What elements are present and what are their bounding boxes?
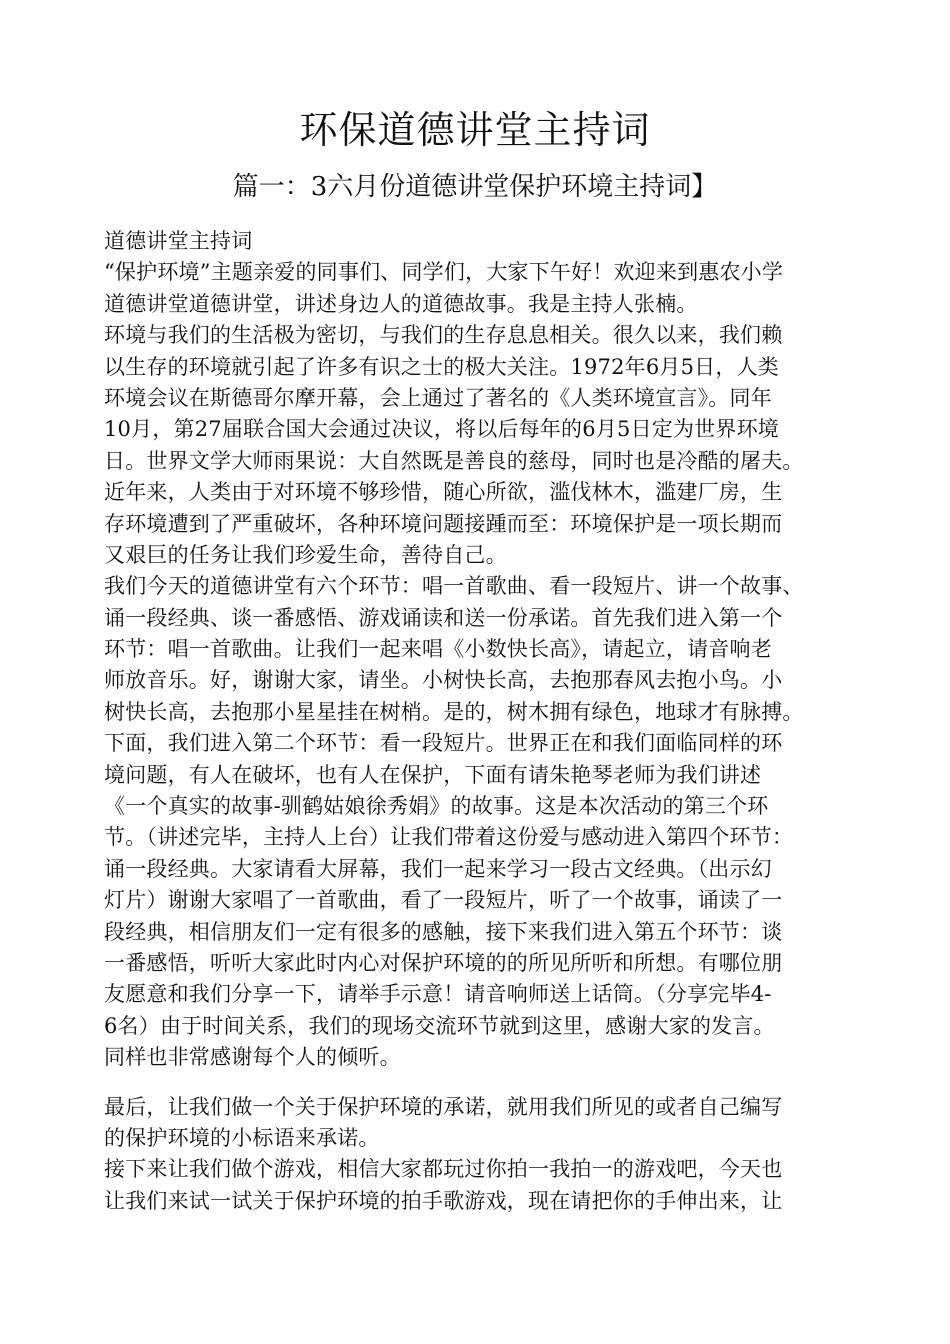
text-line: 诵一段经典、谈一番感悟、游戏诵读和送一份承诺。首先我们进入第一个 [104, 605, 783, 630]
paragraph-gap [104, 1074, 874, 1092]
text-line: 环境会议在斯德哥尔摩开幕，会上通过了著名的《人类环境宣言》。同年 [104, 385, 772, 410]
text-line: 6名）由于时间关系，我们的现场交流环节就到这里，感谢大家的发言。 [104, 1013, 775, 1038]
text-line: 让我们来试一试关于保护环境的拍手歌游戏，现在请把你的手伸出来，让 [104, 1188, 783, 1213]
text-line: 灯片）谢谢大家唱了一首歌曲，看了一段短片，听了一个故事，诵读了一 [104, 888, 783, 913]
text-line: 《一个真实的故事-驯鹤姑娘徐秀娟》的故事。这是本次活动的第三个环 [104, 794, 769, 819]
text-line: 日。世界文学大师雨果说：大自然既是善良的慈母，同时也是冷酷的屠夫。 [104, 448, 804, 473]
document-body [104, 226, 874, 1217]
text-line: 境问题，有人在破坏，也有人在保护，下面有请朱艳琴老师为我们讲述 [104, 762, 762, 787]
text-line: 道德讲堂主持词 [104, 229, 253, 253]
text-line: 道德讲堂道德讲堂，讲述身边人的道德故事。我是主持人张楠。 [104, 291, 698, 316]
text-line: 环境与我们的生活极为密切，与我们的生存息息相关。很久以来，我们赖 [104, 323, 783, 348]
text-line: 诵一段经典。大家请看大屏幕，我们一起来学习一段古文经典。（出示幻 [104, 856, 772, 881]
text-line: 以生存的环境就引起了许多有识之士的极大关注。1972年6月5日，人类 [104, 354, 779, 379]
text-line: 友愿意和我们分享一下，请举手示意！请音响师送上话筒。（分享完毕4- [104, 982, 772, 1007]
text-line: 环节：唱一首歌曲。让我们一起来唱《小数快长高》，请起立，请音响老 [104, 637, 772, 662]
text-line: 一番感悟，听听大家此时内心对保护环境的的所见所听和所想。有哪位朋 [104, 950, 783, 975]
text-line: 段经典，相信朋友们一定有很多的感触，接下来我们进入第五个环节：谈 [104, 919, 783, 944]
text-line: 树快长高，去抱那小星星挂在树梢。是的，树木拥有绿色，地球才有脉搏。 [104, 699, 804, 724]
text-line: 节。（讲述完毕，主持人上台）让我们带着这份爱与感动进入第四个环节： [104, 825, 794, 850]
text-line: 最后，让我们做一个关于保护环境的承诺，就用我们所见的或者自己编写 [104, 1094, 783, 1119]
text-line: 又艰巨的任务让我们珍爱生命，善待自己。 [104, 542, 507, 567]
text-line: 同样也非常感谢每个人的倾听。 [104, 1045, 401, 1070]
text-line: 的保护环境的小标语来承诺。 [104, 1125, 380, 1150]
text-line: 下面，我们进入第二个环节：看一段短片。世界正在和我们面临同样的环 [104, 731, 783, 756]
text-line: 我们今天的道德讲堂有六个环节：唱一首歌曲、看一段短片、讲一个故事、 [104, 574, 804, 599]
text-line: “保护环境”主题亲爱的同事们、同学们，大家下午好！欢迎来到惠农小学 [104, 260, 784, 285]
text-line: 师放音乐。好，谢谢大家，请坐。小树快长高，去抱那春风去抱小鸟。小 [104, 668, 783, 693]
document-title: 环保道德讲堂主持词 [299, 108, 651, 152]
document-subtitle: 篇一：3六月份道德讲堂保护环境主持词】 [232, 172, 718, 202]
text-line: 存环境遭到了严重破坏，各种环境问题接踵而至：环境保护是一项长期而 [104, 511, 783, 536]
text-line: 近年来，人类由于对环境不够珍惜，随心所欲，滥伐林木，滥建厂房，生 [104, 480, 783, 505]
paragraph-2 [104, 1092, 874, 1218]
paragraph-1 [104, 226, 874, 1074]
text-line: 接下来让我们做个游戏，相信大家都玩过你拍一我拍一的游戏吧，今天也 [104, 1157, 783, 1182]
text-line: 10月，第27届联合国大会通过决议，将以后每年的6月5日定为世界环境 [104, 417, 779, 442]
